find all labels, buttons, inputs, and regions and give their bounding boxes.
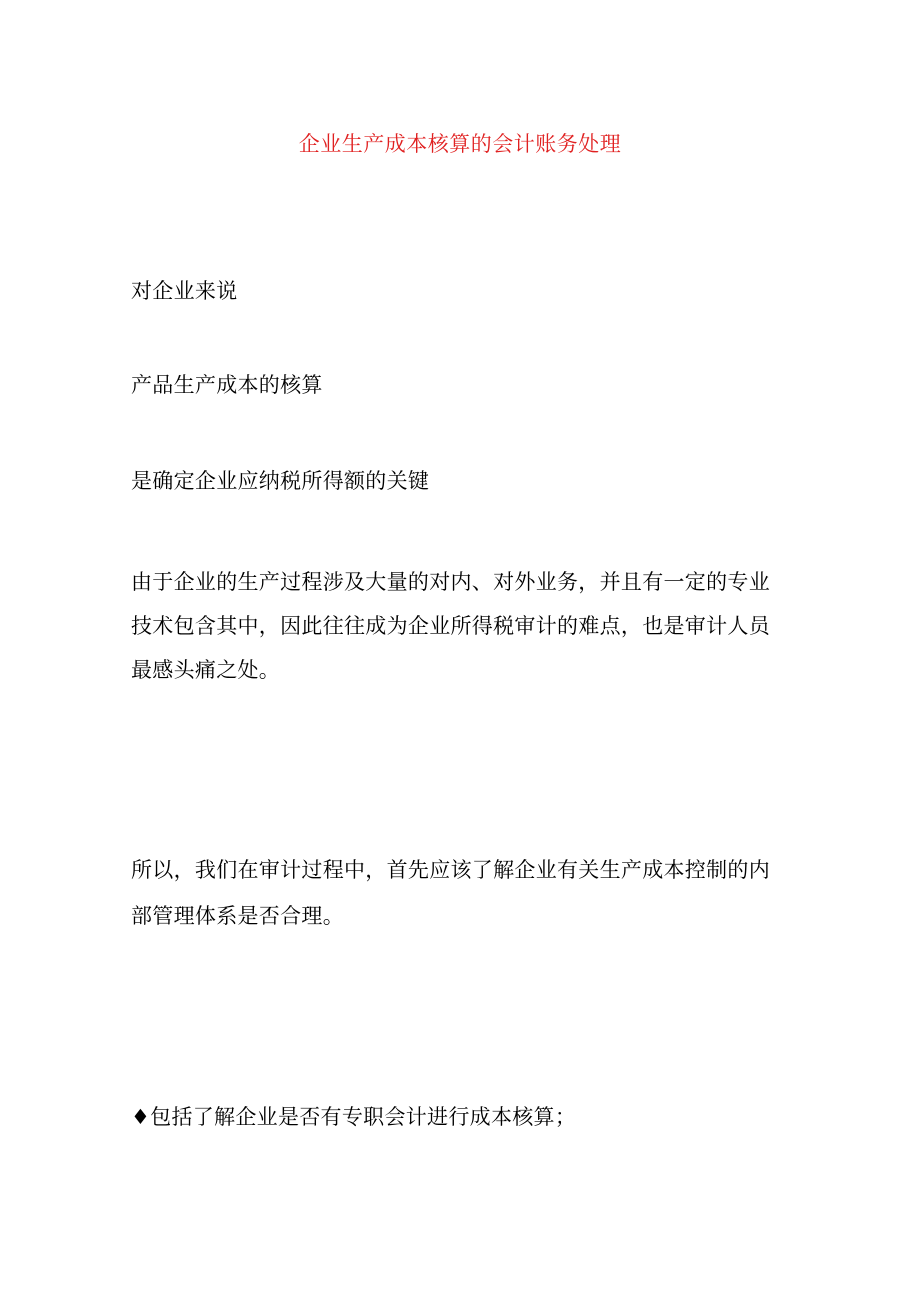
- paragraph-3: 是确定企业应纳税所得额的关键: [131, 469, 430, 493]
- paragraph-4: 由于企业的生产过程涉及大量的对内、对外业务，并且有一定的专业技术包含其中，因此往往成为企业所得税审计的难点，也是审计人员最感头痛之处。: [131, 570, 770, 682]
- document-title: 企业生产成本核算的会计账务处理: [298, 132, 622, 156]
- bullet-item-text: 包括了解企业是否有专职会计进行成本核算；: [150, 1105, 577, 1129]
- paragraph-5: 所以，我们在审计过程中，首先应该了解企业有关生产成本控制的内部管理体系是否合理。: [131, 858, 770, 928]
- paragraph-1: 对企业来说: [131, 279, 238, 303]
- diamond-bullet-icon: ♦: [131, 1105, 151, 1129]
- bullet-list-item: [131, 1098, 791, 1136]
- paragraph-2: 产品生产成本的核算: [131, 373, 323, 397]
